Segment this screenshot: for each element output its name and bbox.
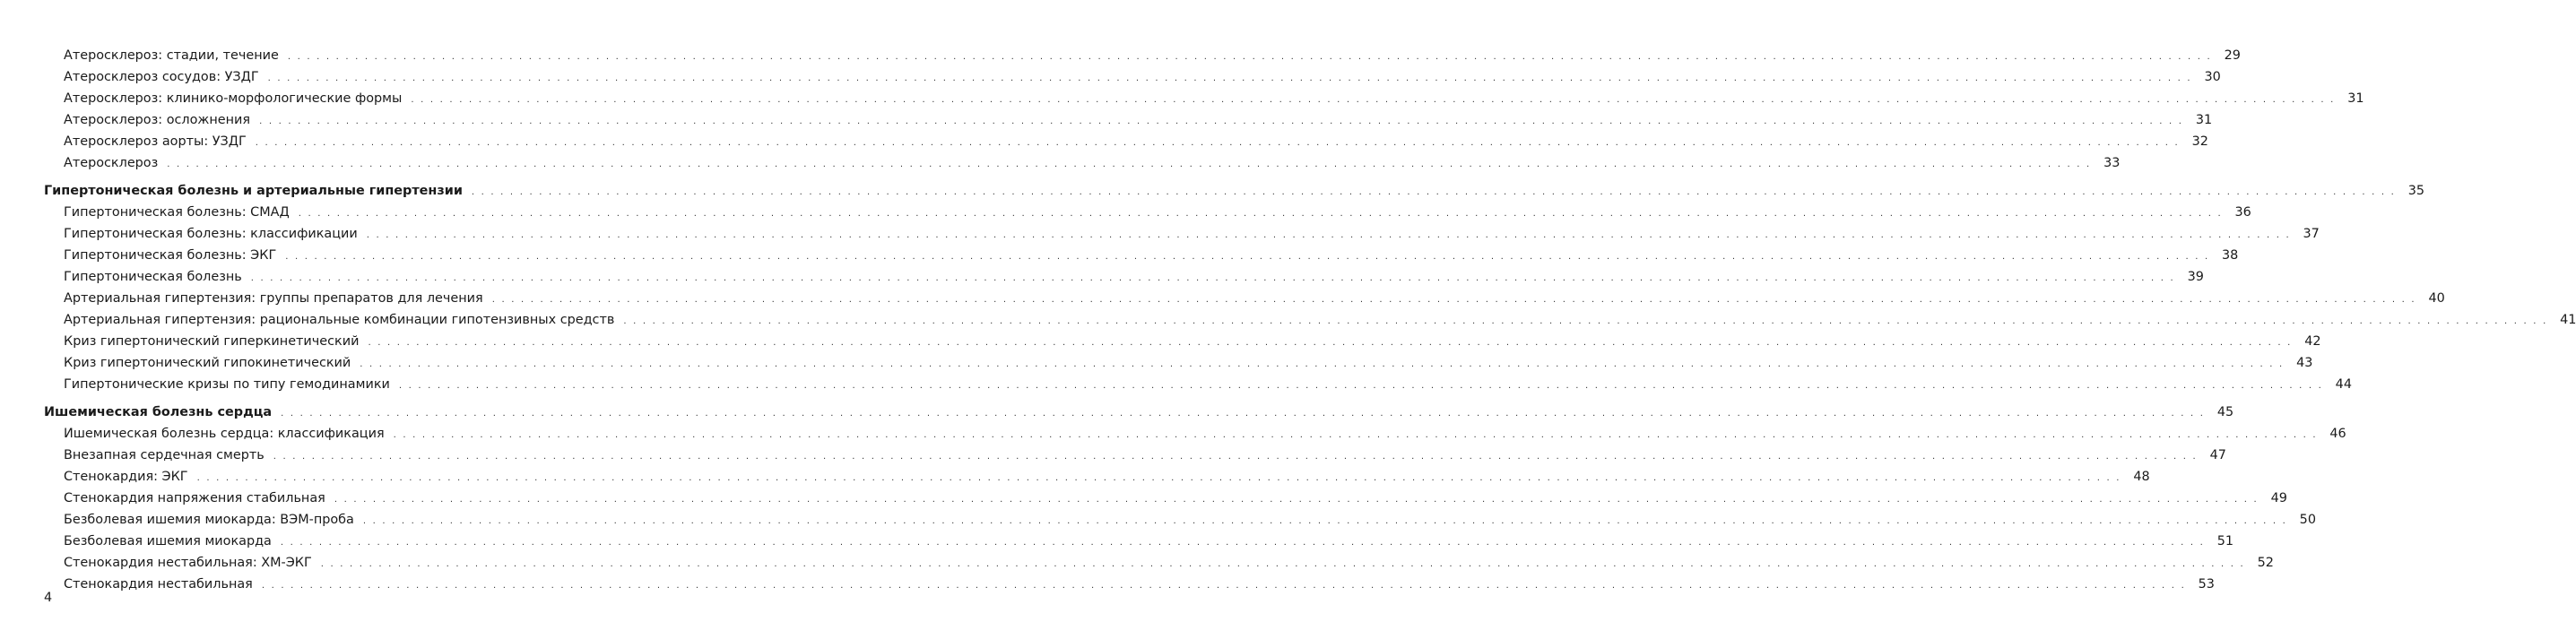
- toc-entry-title: Безболевая ишемия миокарда: [64, 534, 272, 549]
- toc-entry-title: Атеросклероз: [64, 156, 159, 170]
- toc-entry-title: Стенокардия: ЭКГ: [64, 470, 188, 484]
- toc-entry: [44, 445, 2226, 466]
- toc-entry-title: Стенокардия нестабильная: [64, 577, 253, 592]
- toc-entry-page: 31: [2195, 113, 2213, 127]
- toc-entry-page: 30: [2204, 70, 2221, 84]
- toc-entry: [44, 509, 2316, 531]
- toc-entry-title: Гипертоническая болезнь и артериальные гипертензии: [44, 184, 463, 198]
- toc-entry-page: 42: [2304, 334, 2321, 349]
- toc-entry: [44, 223, 2320, 245]
- dot-leader: . . . . . . . . . . . . . . . . . . . . . . . . . . . . . . . . . . . . . . . . . . . . . . . . . . . . . . . . . . . . . . . . . . . . . . . . . . . . . . . . . . . . . . . . . . . . . . . . . . . . . . . . . . . . . . . . . . . . . . . . . . . . . . . . . . . . . . . . . . . . . . . . . . . . . . . . . . . . . . . . . . . . . . . . . . . . . . . . . . . . . . . . . . . . . . . . . . . . . . . .: [259, 117, 2184, 126]
- toc-entry-page: 52: [2257, 556, 2274, 570]
- dot-leader: . . . . . . . . . . . . . . . . . . . . . . . . . . . . . . . . . . . . . . . . . . . . . . . . . . . . . . . . . . . . . . . . . . . . . . . . . . . . . . . . . . . . . . . . . . . . . . . . . . . . . . . . . . . . . . . . . . . . . . . . . . . . . . . . . . . . . . . . . . . . . . . . . . . . . . . . . . . . . . . . . . . . . . . . . . . . . . . . . . . . . . . . . . . . . . . . . . . . . . . .: [167, 160, 2092, 169]
- dot-leader: . . . . . . . . . . . . . . . . . . . . . . . . . . . . . . . . . . . . . . . . . . . . . . . . . . . . . . . . . . . . . . . . . . . . . . . . . . . . . . . . . . . . . . . . . . . . . . . . . . . . . . . . . . . . . . . . . . . . . . . . . . . . . . . . . . . . . . . . . . . . . . . . . . . . . . . . . . . . . . . . . . . . . . . . . . . . . . . . . . . . . . . . . . . . . . . . . . . . . . . .: [491, 295, 2416, 305]
- dot-leader: . . . . . . . . . . . . . . . . . . . . . . . . . . . . . . . . . . . . . . . . . . . . . . . . . . . . . . . . . . . . . . . . . . . . . . . . . . . . . . . . . . . . . . . . . . . . . . . . . . . . . . . . . . . . . . . . . . . . . . . . . . . . . . . . . . . . . . . . . . . . . . . . . . . . . . . . . . . . . . . . . . . . . . . . . . . . . . . . . . . . . . . . . . . . . . . . . . . . . . . .: [623, 316, 2548, 326]
- toc-entry-page: 39: [2187, 270, 2204, 284]
- dot-leader: . . . . . . . . . . . . . . . . . . . . . . . . . . . . . . . . . . . . . . . . . . . . . . . . . . . . . . . . . . . . . . . . . . . . . . . . . . . . . . . . . . . . . . . . . . . . . . . . . . . . . . . . . . . . . . . . . . . . . . . . . . . . . . . . . . . . . . . . . . . . . . . . . . . . . . . . . . . . . . . . . . . . . . . . . . . . . . . . . . . . . . . . . . . . . . . . . . . . . . . .: [471, 187, 2397, 197]
- toc-entry-page: 53: [2198, 577, 2215, 592]
- dot-leader: . . . . . . . . . . . . . . . . . . . . . . . . . . . . . . . . . . . . . . . . . . . . . . . . . . . . . . . . . . . . . . . . . . . . . . . . . . . . . . . . . . . . . . . . . . . . . . . . . . . . . . . . . . . . . . . . . . . . . . . . . . . . . . . . . . . . . . . . . . . . . . . . . . . . . . . . . . . . . . . . . . . . . . . . . . . . . . . . . . . . . . . . . . . . . . . . . . . . . . . .: [393, 430, 2318, 440]
- dot-leader: . . . . . . . . . . . . . . . . . . . . . . . . . . . . . . . . . . . . . . . . . . . . . . . . . . . . . . . . . . . . . . . . . . . . . . . . . . . . . . . . . . . . . . . . . . . . . . . . . . . . . . . . . . . . . . . . . . . . . . . . . . . . . . . . . . . . . . . . . . . . . . . . . . . . . . . . . . . . . . . . . . . . . . . . . . . . . . . . . . . . . . . . . . . . . . . . . . . . . . . .: [261, 581, 2186, 591]
- toc-entry-page: 50: [2299, 513, 2316, 527]
- dot-leader: . . . . . . . . . . . . . . . . . . . . . . . . . . . . . . . . . . . . . . . . . . . . . . . . . . . . . . . . . . . . . . . . . . . . . . . . . . . . . . . . . . . . . . . . . . . . . . . . . . . . . . . . . . . . . . . . . . . . . . . . . . . . . . . . . . . . . . . . . . . . . . . . . . . . . . . . . . . . . . . . . . . . . . . . . . . . . . . . . . . . . . . . . . . . . . . . . . . . . . . .: [255, 138, 2180, 148]
- dot-leader: . . . . . . . . . . . . . . . . . . . . . . . . . . . . . . . . . . . . . . . . . . . . . . . . . . . . . . . . . . . . . . . . . . . . . . . . . . . . . . . . . . . . . . . . . . . . . . . . . . . . . . . . . . . . . . . . . . . . . . . . . . . . . . . . . . . . . . . . . . . . . . . . . . . . . . . . . . . . . . . . . . . . . . . . . . . . . . . . . . . . . . . . . . . . . . . . . . . . . . . .: [285, 252, 2210, 262]
- toc-entry: [44, 466, 2150, 488]
- toc-entry-page: 46: [2329, 427, 2346, 441]
- toc-entry-title: Атеросклероз сосудов: УЗДГ: [64, 70, 259, 84]
- dot-leader: . . . . . . . . . . . . . . . . . . . . . . . . . . . . . . . . . . . . . . . . . . . . . . . . . . . . . . . . . . . . . . . . . . . . . . . . . . . . . . . . . . . . . . . . . . . . . . . . . . . . . . . . . . . . . . . . . . . . . . . . . . . . . . . . . . . . . . . . . . . . . . . . . . . . . . . . . . . . . . . . . . . . . . . . . . . . . . . . . . . . . . . . . . . . . . . . . . . . . . . .: [298, 209, 2223, 219]
- table-of-contents: [44, 45, 2576, 595]
- toc-entry: [44, 109, 2213, 131]
- toc-entry-title: Ишемическая болезнь сердца: [44, 405, 273, 419]
- toc-entry-page: 51: [2216, 534, 2233, 549]
- dot-leader: . . . . . . . . . . . . . . . . . . . . . . . . . . . . . . . . . . . . . . . . . . . . . . . . . . . . . . . . . . . . . . . . . . . . . . . . . . . . . . . . . . . . . . . . . . . . . . . . . . . . . . . . . . . . . . . . . . . . . . . . . . . . . . . . . . . . . . . . . . . . . . . . . . . . . . . . . . . . . . . . . . . . . . . . . . . . . . . . . . . . . . . . . . . . . . . . . . . . . . . .: [334, 495, 2259, 505]
- toc-entry: [44, 531, 2233, 552]
- toc-entry: [44, 245, 2239, 266]
- dot-leader: . . . . . . . . . . . . . . . . . . . . . . . . . . . . . . . . . . . . . . . . . . . . . . . . . . . . . . . . . . . . . . . . . . . . . . . . . . . . . . . . . . . . . . . . . . . . . . . . . . . . . . . . . . . . . . . . . . . . . . . . . . . . . . . . . . . . . . . . . . . . . . . . . . . . . . . . . . . . . . . . . . . . . . . . . . . . . . . . . . . . . . . . . . . . . . . . . . . . . . . .: [280, 538, 2205, 548]
- toc-entry: [44, 66, 2221, 88]
- page-number-folio: 4: [44, 591, 53, 605]
- toc-entry-title: Артериальная гипертензия: рациональные комбинации гипотензивных средств: [64, 313, 615, 327]
- toc-entry-page: 38: [2222, 248, 2239, 263]
- toc-entry-title: Атеросклероз: осложнения: [64, 113, 251, 127]
- toc-entry-page: 47: [2209, 448, 2226, 462]
- toc-entry-page: 33: [2103, 156, 2121, 170]
- dot-leader: . . . . . . . . . . . . . . . . . . . . . . . . . . . . . . . . . . . . . . . . . . . . . . . . . . . . . . . . . . . . . . . . . . . . . . . . . . . . . . . . . . . . . . . . . . . . . . . . . . . . . . . . . . . . . . . . . . . . . . . . . . . . . . . . . . . . . . . . . . . . . . . . . . . . . . . . . . . . . . . . . . . . . . . . . . . . . . . . . . . . . . . . . . . . . . . . . . . . . . . .: [368, 338, 2293, 348]
- toc-entry-title: Атеросклероз: стадии, течение: [64, 48, 279, 63]
- dot-leader: . . . . . . . . . . . . . . . . . . . . . . . . . . . . . . . . . . . . . . . . . . . . . . . . . . . . . . . . . . . . . . . . . . . . . . . . . . . . . . . . . . . . . . . . . . . . . . . . . . . . . . . . . . . . . . . . . . . . . . . . . . . . . . . . . . . . . . . . . . . . . . . . . . . . . . . . . . . . . . . . . . . . . . . . . . . . . . . . . . . . . . . . . . . . . . . . . . . . . . . .: [281, 409, 2206, 419]
- toc-entry-page: 40: [2428, 291, 2445, 306]
- toc-entry-page: 49: [2270, 491, 2287, 505]
- toc-entry-title: Артериальная гипертензия: группы препаратов для лечения: [64, 291, 483, 306]
- dot-leader: . . . . . . . . . . . . . . . . . . . . . . . . . . . . . . . . . . . . . . . . . . . . . . . . . . . . . . . . . . . . . . . . . . . . . . . . . . . . . . . . . . . . . . . . . . . . . . . . . . . . . . . . . . . . . . . . . . . . . . . . . . . . . . . . . . . . . . . . . . . . . . . . . . . . . . . . . . . . . . . . . . . . . . . . . . . . . . . . . . . . . . . . . . . . . . . . . . . . . . . .: [196, 473, 2121, 483]
- dot-leader: . . . . . . . . . . . . . . . . . . . . . . . . . . . . . . . . . . . . . . . . . . . . . . . . . . . . . . . . . . . . . . . . . . . . . . . . . . . . . . . . . . . . . . . . . . . . . . . . . . . . . . . . . . . . . . . . . . . . . . . . . . . . . . . . . . . . . . . . . . . . . . . . . . . . . . . . . . . . . . . . . . . . . . . . . . . . . . . . . . . . . . . . . . . . . . . . . . . . . . . .: [273, 452, 2198, 462]
- toc-entry-page: 48: [2133, 470, 2150, 484]
- toc-entry-page: 37: [2303, 227, 2320, 241]
- toc-entry-page: 45: [2216, 405, 2234, 419]
- dot-leader: . . . . . . . . . . . . . . . . . . . . . . . . . . . . . . . . . . . . . . . . . . . . . . . . . . . . . . . . . . . . . . . . . . . . . . . . . . . . . . . . . . . . . . . . . . . . . . . . . . . . . . . . . . . . . . . . . . . . . . . . . . . . . . . . . . . . . . . . . . . . . . . . . . . . . . . . . . . . . . . . . . . . . . . . . . . . . . . . . . . . . . . . . . . . . . . . . . . . . . . .: [360, 359, 2285, 369]
- dot-leader: . . . . . . . . . . . . . . . . . . . . . . . . . . . . . . . . . . . . . . . . . . . . . . . . . . . . . . . . . . . . . . . . . . . . . . . . . . . . . . . . . . . . . . . . . . . . . . . . . . . . . . . . . . . . . . . . . . . . . . . . . . . . . . . . . . . . . . . . . . . . . . . . . . . . . . . . . . . . . . . . . . . . . . . . . . . . . . . . . . . . . . . . . . . . . . . . . . . . . . . .: [362, 516, 2287, 526]
- toc-entry: [44, 266, 2204, 288]
- toc-entry-title: Гипертоническая болезнь: классификации: [64, 227, 358, 241]
- dot-leader: . . . . . . . . . . . . . . . . . . . . . . . . . . . . . . . . . . . . . . . . . . . . . . . . . . . . . . . . . . . . . . . . . . . . . . . . . . . . . . . . . . . . . . . . . . . . . . . . . . . . . . . . . . . . . . . . . . . . . . . . . . . . . . . . . . . . . . . . . . . . . . . . . . . . . . . . . . . . . . . . . . . . . . . . . . . . . . . . . . . . . . . . . . . . . . . . . . . . . . . .: [287, 52, 2212, 62]
- toc-entry: [44, 374, 2352, 395]
- toc-section-heading: [44, 180, 2425, 202]
- toc-entry-page: 32: [2191, 134, 2208, 149]
- toc-entry-title: Атеросклероз аорты: УЗДГ: [64, 134, 247, 149]
- toc-entry-title: Гипертонические кризы по типу гемодинамики: [64, 377, 390, 392]
- toc-entry-title: Стенокардия напряжения стабильная: [64, 491, 325, 505]
- toc-entry: [44, 423, 2346, 445]
- dot-leader: . . . . . . . . . . . . . . . . . . . . . . . . . . . . . . . . . . . . . . . . . . . . . . . . . . . . . . . . . . . . . . . . . . . . . . . . . . . . . . . . . . . . . . . . . . . . . . . . . . . . . . . . . . . . . . . . . . . . . . . . . . . . . . . . . . . . . . . . . . . . . . . . . . . . . . . . . . . . . . . . . . . . . . . . . . . . . . . . . . . . . . . . . . . . . . . . . . . . . . . .: [398, 381, 2323, 391]
- toc-entry: [44, 552, 2274, 574]
- dot-leader: . . . . . . . . . . . . . . . . . . . . . . . . . . . . . . . . . . . . . . . . . . . . . . . . . . . . . . . . . . . . . . . . . . . . . . . . . . . . . . . . . . . . . . . . . . . . . . . . . . . . . . . . . . . . . . . . . . . . . . . . . . . . . . . . . . . . . . . . . . . . . . . . . . . . . . . . . . . . . . . . . . . . . . . . . . . . . . . . . . . . . . . . . . . . . . . . . . . . . . . .: [411, 95, 2336, 105]
- toc-entry-title: Криз гипертонический гиперкинетический: [64, 334, 360, 349]
- toc-entry-title: Гипертоническая болезнь: [64, 270, 242, 284]
- toc-entry-page: 36: [2234, 205, 2251, 220]
- toc-entry: [44, 574, 2215, 595]
- toc-entry-title: Гипертоническая болезнь: СМАД: [64, 205, 290, 220]
- toc-entry-page: 43: [2296, 356, 2313, 370]
- toc-section-heading: [44, 402, 2234, 423]
- toc-entry-title: Стенокардия нестабильная: ХМ-ЭКГ: [64, 556, 312, 570]
- dot-leader: . . . . . . . . . . . . . . . . . . . . . . . . . . . . . . . . . . . . . . . . . . . . . . . . . . . . . . . . . . . . . . . . . . . . . . . . . . . . . . . . . . . . . . . . . . . . . . . . . . . . . . . . . . . . . . . . . . . . . . . . . . . . . . . . . . . . . . . . . . . . . . . . . . . . . . . . . . . . . . . . . . . . . . . . . . . . . . . . . . . . . . . . . . . . . . . . . . . . . . . .: [366, 230, 2291, 240]
- toc-entry-page: 29: [2224, 48, 2241, 63]
- toc-entry: [44, 88, 2364, 109]
- toc-entry: [44, 352, 2313, 374]
- toc-entry: [44, 152, 2121, 174]
- toc-entry-title: Безболевая ишемия миокарда: ВЭМ-проба: [64, 513, 354, 527]
- toc-entry: [44, 202, 2251, 223]
- toc-entry: [44, 309, 2576, 331]
- toc-entry-page: 35: [2407, 184, 2425, 198]
- toc-entry-page: 41: [2560, 313, 2576, 327]
- dot-leader: . . . . . . . . . . . . . . . . . . . . . . . . . . . . . . . . . . . . . . . . . . . . . . . . . . . . . . . . . . . . . . . . . . . . . . . . . . . . . . . . . . . . . . . . . . . . . . . . . . . . . . . . . . . . . . . . . . . . . . . . . . . . . . . . . . . . . . . . . . . . . . . . . . . . . . . . . . . . . . . . . . . . . . . . . . . . . . . . . . . . . . . . . . . . . . . . . . . . . . . .: [250, 273, 2175, 283]
- dot-leader: . . . . . . . . . . . . . . . . . . . . . . . . . . . . . . . . . . . . . . . . . . . . . . . . . . . . . . . . . . . . . . . . . . . . . . . . . . . . . . . . . . . . . . . . . . . . . . . . . . . . . . . . . . . . . . . . . . . . . . . . . . . . . . . . . . . . . . . . . . . . . . . . . . . . . . . . . . . . . . . . . . . . . . . . . . . . . . . . . . . . . . . . . . . . . . . . . . . . . . . .: [267, 73, 2192, 83]
- toc-entry: [44, 488, 2287, 509]
- dot-leader: . . . . . . . . . . . . . . . . . . . . . . . . . . . . . . . . . . . . . . . . . . . . . . . . . . . . . . . . . . . . . . . . . . . . . . . . . . . . . . . . . . . . . . . . . . . . . . . . . . . . . . . . . . . . . . . . . . . . . . . . . . . . . . . . . . . . . . . . . . . . . . . . . . . . . . . . . . . . . . . . . . . . . . . . . . . . . . . . . . . . . . . . . . . . . . . . . . . . . . . .: [320, 559, 2245, 569]
- toc-entry: [44, 131, 2208, 152]
- toc-entry: [44, 45, 2241, 66]
- toc-entry-page: 31: [2347, 91, 2364, 106]
- toc-entry-title: Атеросклероз: клинико-морфологические формы: [64, 91, 403, 106]
- toc-entry-page: 44: [2335, 377, 2352, 392]
- toc-entry: [44, 331, 2321, 352]
- toc-entry-title: Внезапная сердечная смерть: [64, 448, 265, 462]
- toc-entry-title: Ишемическая болезнь сердца: классификация: [64, 427, 385, 441]
- toc-entry-title: Гипертоническая болезнь: ЭКГ: [64, 248, 277, 263]
- toc-entry-title: Криз гипертонический гипокинетический: [64, 356, 351, 370]
- toc-entry: [44, 288, 2445, 309]
